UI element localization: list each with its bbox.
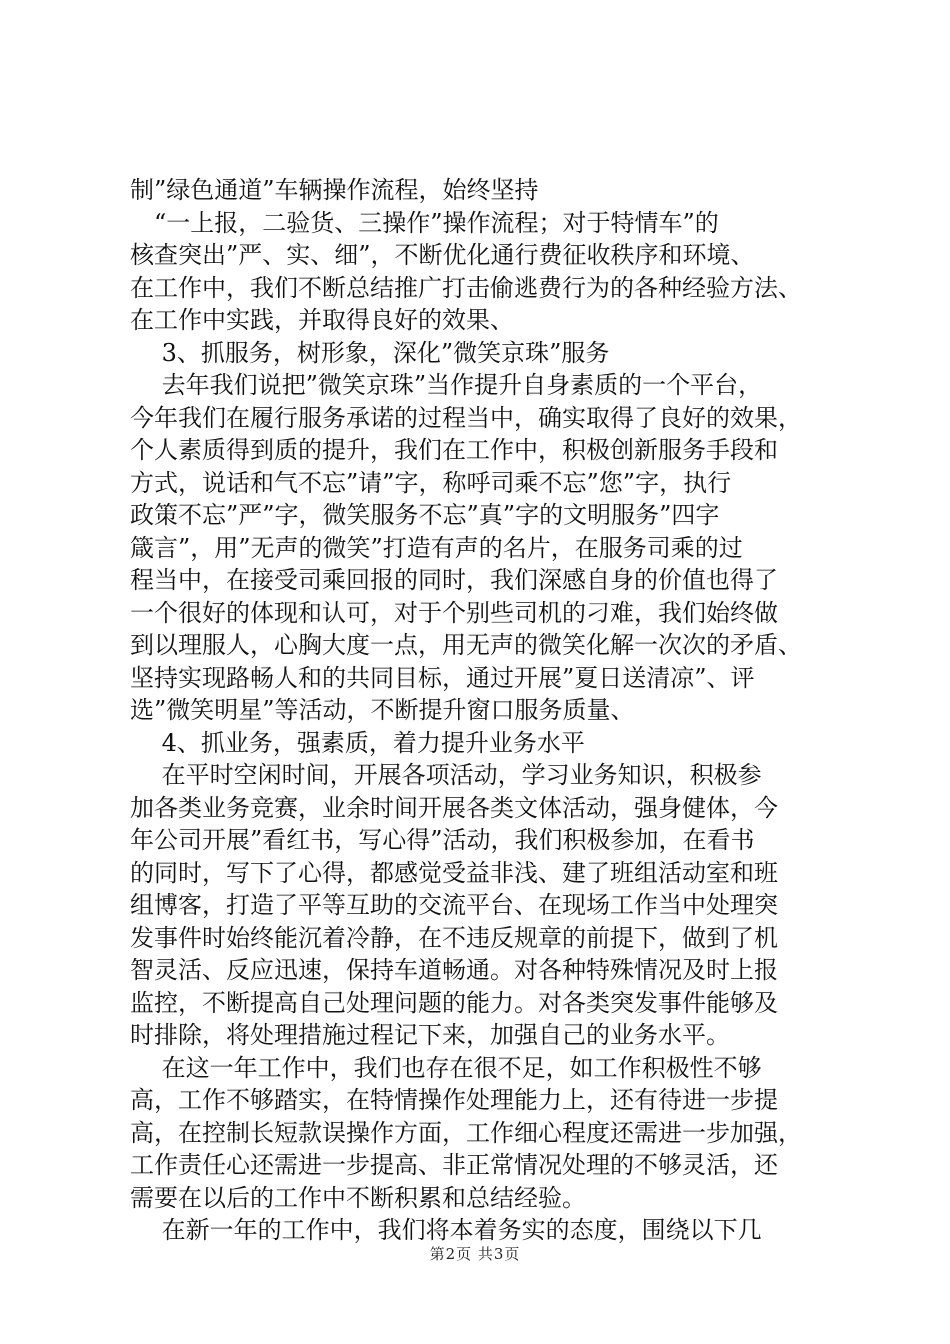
text-line: 需要在以后的工作中不断积累和总结经验。 [130, 1183, 586, 1212]
text-line: 在平时空闲时间，开展各项活动，学习业务知识，积极参 [130, 761, 762, 789]
text-line: 在新一年的工作中，我们将本着务实的态度，围绕以下几 [130, 1216, 762, 1244]
text-line: 4、抓业务，强素质，着力提升业务水平 [130, 728, 585, 757]
text-line: 智灵活、反应迅速，保持车道畅通。对各种特殊情况及时上报 [130, 956, 778, 984]
text-line: 到以理服人，心胸大度一点，用无声的微笑化解一次次的矛盾、 [130, 631, 802, 659]
text-line: 核查突出”严、实、细”，不断优化通行费征收秩序和环境、 [130, 241, 755, 269]
text-line: 监控，不断提高自己处理问题的能力。对各类突发事件能够及 [130, 988, 778, 1017]
text-line: 坚持实现路畅人和的共同目标，通过开展”夏日送清凉”、评 [130, 663, 755, 692]
text-line: 政策不忘”严”字，微笑服务不忘”真”字的文明服务”四字 [130, 501, 720, 529]
text-line: 个人素质得到质的提升，我们在工作中，积极创新服务手段和 [130, 436, 778, 464]
body-text [130, 174, 850, 1247]
page-footer: 第2页 共3页 [429, 1245, 521, 1263]
text-line: 去年我们说把”微笑京珠”当作提升自身素质的一个平台， [130, 371, 763, 399]
text-line: 高，在控制长短款误操作方面，工作细心程度还需进一步加强， [130, 1118, 802, 1147]
text-line: 制”绿色通道”车辆操作流程，始终坚持 [130, 176, 539, 204]
text-line: 加各类业务竞赛，业余时间开展各类文体活动，强身健体，今 [130, 793, 778, 822]
text-line: 箴言”，用”无声的微笑”打造有声的名片，在服务司乘的过 [130, 533, 743, 562]
text-line: 高，工作不够踏实，在特情操作处理能力上，还有待进一步提 [130, 1086, 778, 1114]
text-line: 组博客，打造了平等互助的交流平台、在现场工作当中处理突 [130, 891, 778, 919]
text-line: 工作责任心还需进一步提高、非正常情况处理的不够灵活，还 [130, 1151, 778, 1179]
text-line: 的同时，写下了心得，都感觉受益非浅、建了班组活动室和班 [130, 858, 778, 887]
text-line: 在这一年工作中，我们也存在很不足，如工作积极性不够 [130, 1053, 762, 1082]
text-line: 方式，说话和气不忘”请”字，称呼司乘不忘”您”字，执行 [130, 468, 732, 497]
text-line: 发事件时始终能沉着冷静，在不违反规章的前提下，做到了机 [130, 923, 778, 952]
text-line: 在工作中实践，并取得良好的效果、 [130, 306, 514, 334]
text-line: 年公司开展”看红书，写心得”活动，我们积极参加，在看书 [130, 826, 755, 854]
text-line: 在工作中，我们不断总结推广打击偷逃费行为的各种经验方法、 [130, 273, 802, 302]
text-line: 3、抓服务，树形象，深化”微笑京珠”服务 [130, 338, 610, 367]
text-line: 今年我们在履行服务承诺的过程当中，确实取得了良好的效果， [130, 403, 802, 432]
text-line: 程当中，在接受司乘回报的同时，我们深感自身的价值也得了 [130, 566, 778, 594]
text-line: “一上报，二验货、三操作”操作流程；对于特情车”的 [130, 208, 719, 237]
text-line: 选”微笑明星”等活动，不断提升窗口服务质量、 [130, 696, 635, 724]
text-line: 时排除，将处理措施过程记下来，加强自己的业务水平。 [130, 1021, 730, 1049]
text-line: 一个很好的体现和认可，对于个别些司机的刁难，我们始终做 [130, 598, 778, 627]
